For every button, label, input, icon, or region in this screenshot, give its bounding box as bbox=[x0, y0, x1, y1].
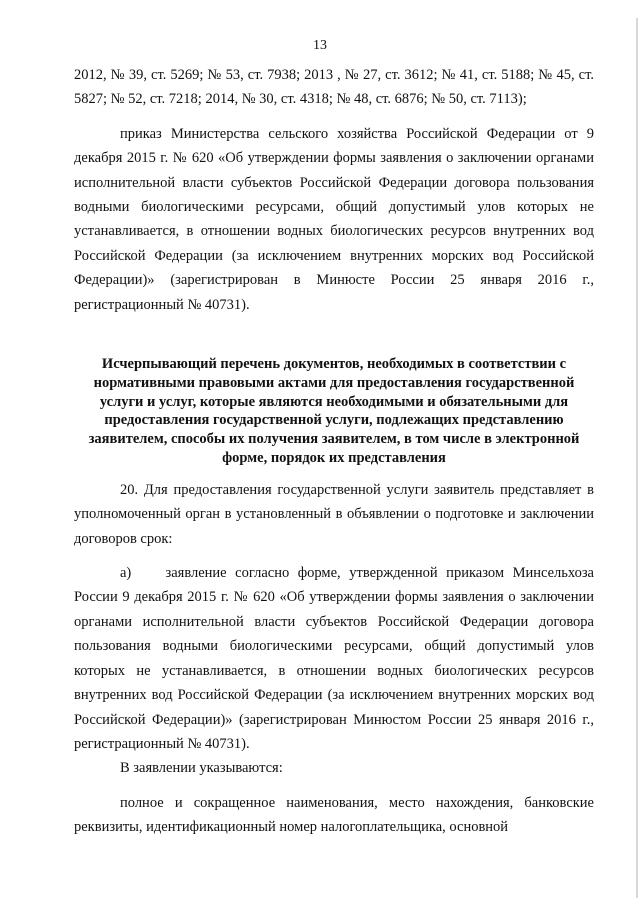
paragraph-subitem-a: а) заявление согласно форме, утвержденной приказом Минсельхоза России 9 декабря 2015 г. № 620 «Об утверждении формы заявления о заключении органами исполнительной власти субъектов Российской Федерации договора пользования водными биологическими ресурсами, общий допустимый улов которых не устанавливается, в отношении водных биологических ресурсов внутренних вод Российской Федерации (за исключением внутренних морских вод Российской Федерации)» (зарегистрирован Минюстом России 25 января 2016 г., регистрационный № 40731). bbox=[74, 565, 594, 752]
paragraph-item-20: 20. Для предоставления государственной услуги заявитель представляет в уполномоченный орган в установленный в объявлении о подготовке и заключении договоров срок: bbox=[74, 481, 594, 547]
paragraph-application-contents: В заявлении указываются: bbox=[120, 760, 283, 777]
section-heading: Исчерпывающий перечень документов, необходимых в соответствии с нормативными правовыми актами для предоставления государственной услуги и услуг, которые являются необходимыми и обязательными для предоставления государственной услуги, подлежащих представлению заявителем, способы их получения заявителем, в том числе в электронной форме, порядок их представления bbox=[88, 356, 580, 467]
paragraph-order-620: приказ Министерства сельского хозяйства Российской Федерации от 9 декабря 2015 г. № 620 «Об утверждении формы заявления о заключении органами исполнительной власти субъектов Российской Федерации договора пользования водными биологическими ресурсами, общий допустимый улов которых не устанавливается, в отношении водных биологических ресурсов внутренних вод Российской Федерации (за исключением внутренних морских вод Российской Федерации)» (зарегистрирован в Минюсте России 25 января 2016 г., регистрационный № 40731). bbox=[74, 125, 594, 313]
scan-edge-line bbox=[636, 18, 638, 898]
paragraph-citations: 2012, № 39, ст. 5269; № 53, ст. 7938; 2013 , № 27, ст. 3612; № 41, ст. 5188; № 45, ст. 5827; № 52, ст. 7218; 2014, № 30, ст. 4318; № 48, ст. 6876; № 50, ст. 7113); bbox=[74, 67, 594, 108]
page-number: 13 bbox=[313, 38, 327, 53]
document-body bbox=[74, 63, 594, 840]
paragraph-full-name: полное и сокращенное наименования, место нахождения, банковские реквизиты, идентификационный номер налогоплательщика, основной bbox=[74, 794, 594, 836]
